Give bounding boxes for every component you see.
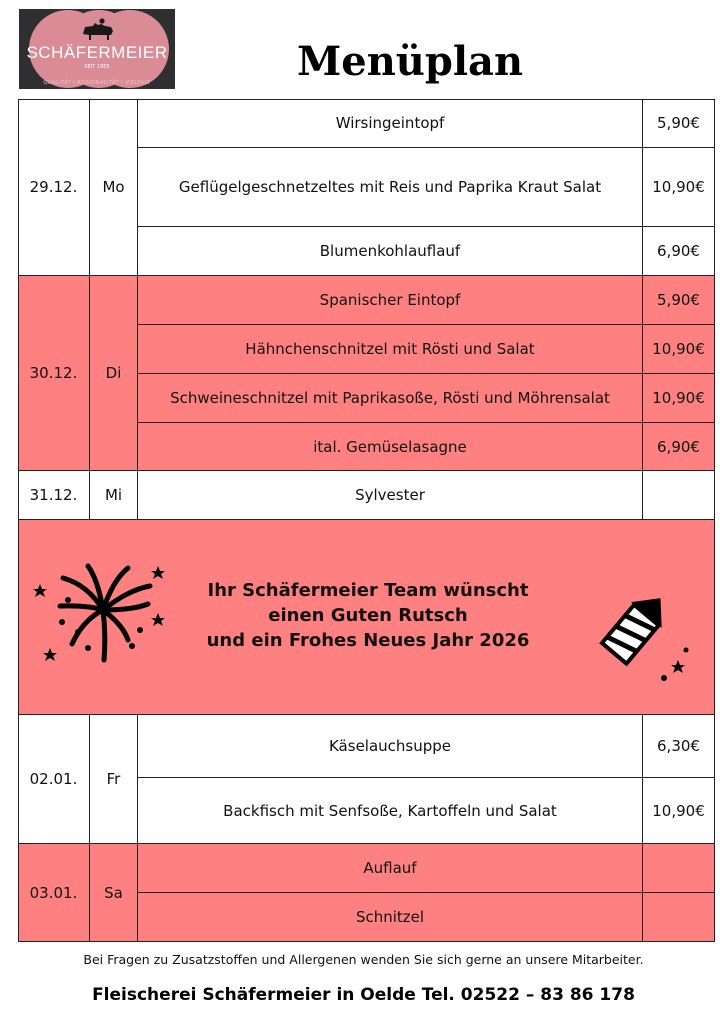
allergen-note: Bei Fragen zu Zusatzstoffen und Allergenen wenden Sie sich gerne an unsere Mitarbeiter.	[83, 952, 644, 967]
dish-cell: Geflügelgeschnetzeltes mit Reis und Paprika Kraut Salat	[138, 148, 643, 227]
weekday-cell: Sa	[90, 844, 138, 942]
logo	[19, 9, 175, 89]
price-cell: 10,90€	[643, 374, 715, 423]
date-cell: 30.12.	[18, 276, 90, 471]
dish-cell: Käselauchsuppe	[138, 715, 643, 778]
dish-cell: Schnitzel	[138, 893, 643, 942]
date-cell: 31.12.	[18, 471, 90, 520]
price-cell: 6,90€	[643, 423, 715, 471]
greeting-text	[188, 578, 548, 653]
weekday-cell: Mi	[90, 471, 138, 520]
price-cell	[643, 893, 715, 942]
page-title: Menüplan	[296, 38, 524, 85]
dish-cell: Sylvester	[138, 471, 643, 520]
price-cell	[643, 844, 715, 893]
dish-cell: Hähnchenschnitzel mit Rösti und Salat	[138, 325, 643, 374]
date-cell: 03.01.	[18, 844, 90, 942]
date-cell: 29.12.	[18, 99, 90, 276]
fireworks-icon	[28, 560, 178, 670]
date-cell: 02.01.	[18, 715, 90, 844]
new-year-banner	[18, 520, 715, 715]
logo-brand: SCHÄFERMEIER	[26, 43, 168, 62]
contact-line: Fleischerei Schäfermeier in Oelde Tel. 02522 – 83 86 178	[92, 985, 635, 1005]
dish-cell: Auflauf	[138, 844, 643, 893]
weekday-cell: Fr	[90, 715, 138, 844]
weekday-cell: Mo	[90, 99, 138, 276]
greeting-line-2: einen Guten Rutsch	[268, 605, 468, 626]
dish-cell: Spanischer Eintopf	[138, 276, 643, 325]
weekday-cell: Di	[90, 276, 138, 471]
dish-cell: Backfisch mit Senfsoße, Kartoffeln und Salat	[138, 778, 643, 844]
price-cell: 6,90€	[643, 227, 715, 276]
price-cell	[643, 471, 715, 520]
dish-cell: Wirsingeintopf	[138, 99, 643, 148]
menu-table	[18, 99, 715, 942]
price-cell: 5,90€	[643, 99, 715, 148]
dish-cell: ital. Gemüselasagne	[138, 423, 643, 471]
dish-cell: Schweineschnitzel mit Paprikasoße, Rösti und Möhrensalat	[138, 374, 643, 423]
price-cell: 10,90€	[643, 325, 715, 374]
logo-est: SEIT 1955	[84, 64, 110, 70]
logo-tagline: QUALITÄT | REGIONALITÄT | VIELFALT	[43, 80, 151, 86]
rocket-icon	[590, 590, 700, 690]
price-cell: 5,90€	[643, 276, 715, 325]
greeting-line-1: Ihr Schäfermeier Team wünscht	[207, 580, 529, 601]
price-cell: 6,30€	[643, 715, 715, 778]
price-cell: 10,90€	[643, 148, 715, 227]
dish-cell: Blumenkohlauflauf	[138, 227, 643, 276]
farm-animals-icon	[81, 18, 115, 42]
price-cell: 10,90€	[643, 778, 715, 844]
greeting-line-3: und ein Frohes Neues Jahr 2026	[206, 630, 530, 651]
